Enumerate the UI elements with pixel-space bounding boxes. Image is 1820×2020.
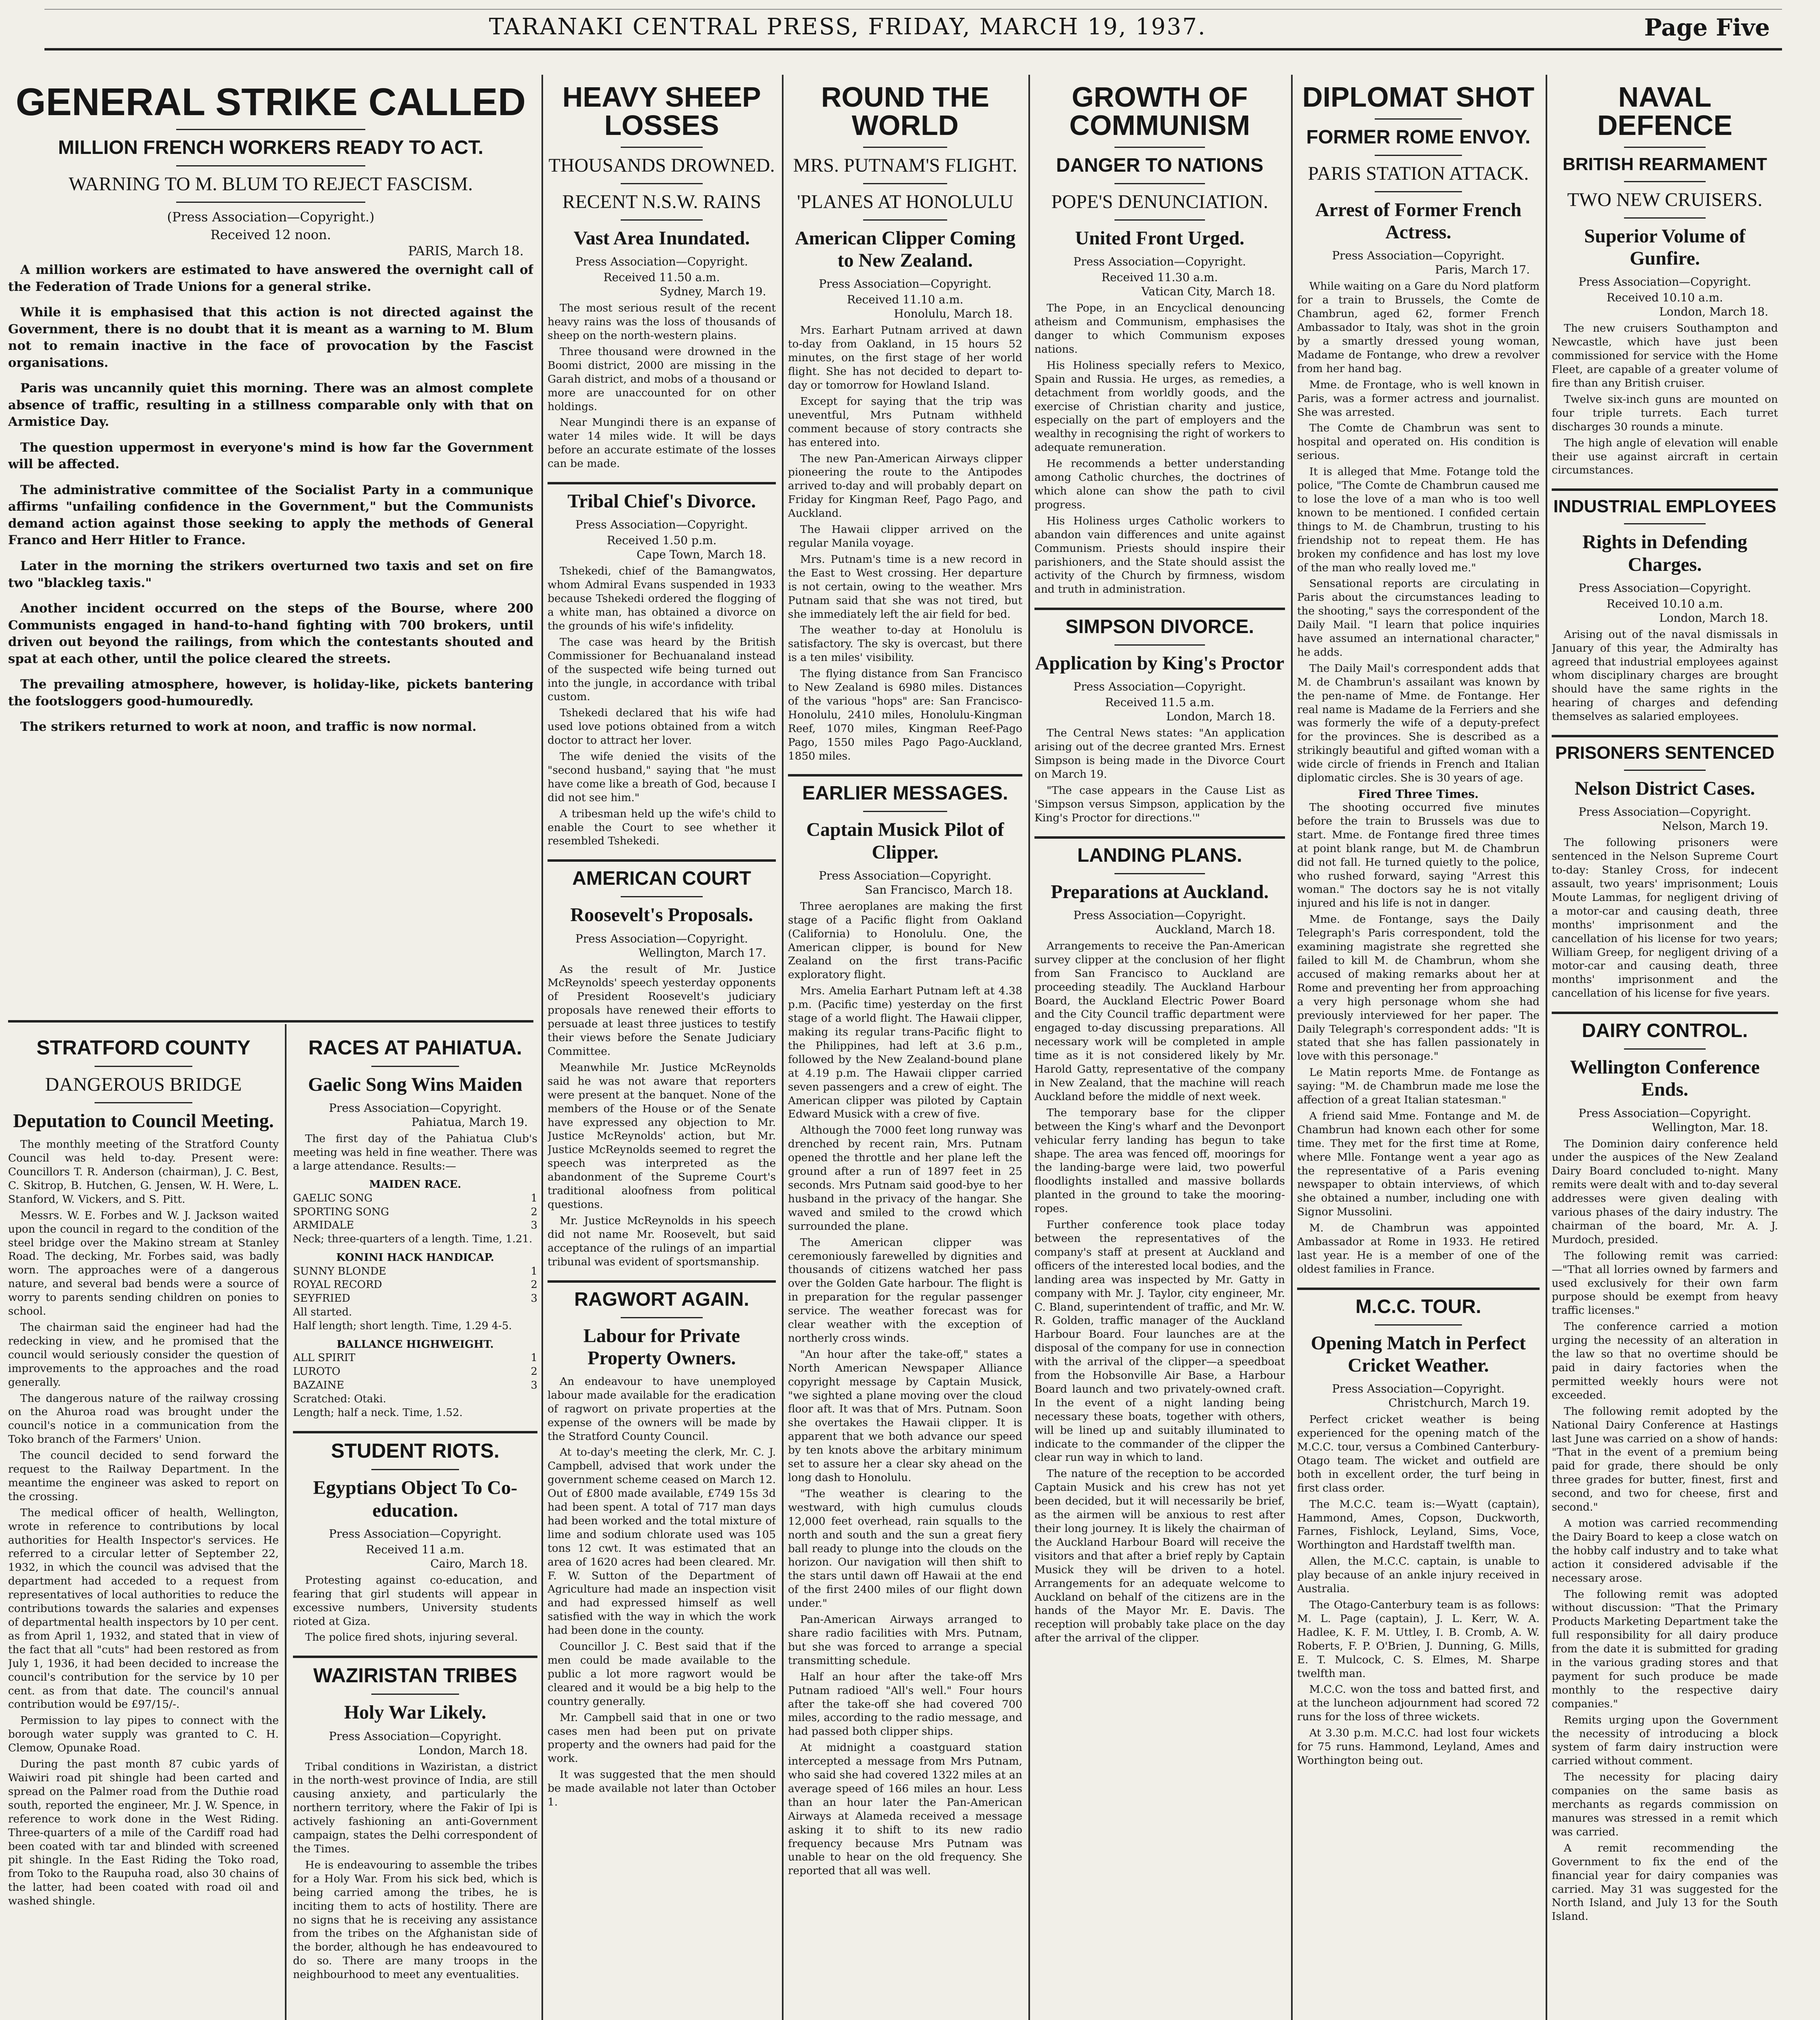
- paragraph: M. de Chambrun was appointed Ambassador at Rome in 1933. He retired last year. He is a member of one of the oldest families in France.: [1297, 1222, 1540, 1275]
- paragraph: The police fired shots, injuring several.: [305, 1631, 518, 1644]
- section-rule: [293, 1656, 537, 1658]
- article-body: [548, 963, 776, 1269]
- article-body: [293, 1760, 537, 1982]
- divider: [863, 811, 948, 812]
- paragraph: A million workers are estimated to have answered the overnight call of the Federation of Trade Unions for a general strike.: [8, 263, 533, 294]
- divider: [1114, 219, 1205, 221]
- received: Received 11.10 a.m.: [847, 293, 964, 307]
- divider: [95, 1102, 192, 1103]
- paragraph: The flying distance from San Francisco to New Zealand is 6980 miles. Distances of the various "hops" are: San Francisco-Honolulu, 2410 miles, Honolulu-Kingman Reef, 1070 miles, Kingman Reef-Pago Pago, 1550 miles Pago Pago-Auckland, 1850 miles.: [788, 667, 1022, 762]
- paragraph: A motion was carried recommending the Dairy Board to keep a close watch on the hobby calf industry and to take what action it considered advisable if the necessary arose.: [1552, 1517, 1778, 1584]
- divider: [1375, 155, 1462, 156]
- credit: Press Association—Copyright.: [329, 1729, 502, 1743]
- paragraph: M.C.C. won the toss and batted first, and at the luncheon adjournment had scored 72 runs for the loss of three wickets.: [1297, 1683, 1540, 1723]
- paragraph: The Comte de Chambrun was sent to hospital and operated on. His condition is serious.: [1297, 422, 1540, 462]
- paragraph: Pan-American Airways arranged to share radio facilities with Mrs. Putnam, but she was forced to arrange a special transmitting schedule.: [788, 1613, 1022, 1667]
- credit: Press Association—Copyright.: [575, 518, 748, 532]
- column-naval-industrial-prisoners-dairy: [1552, 75, 1778, 2020]
- section-rule: [1034, 836, 1285, 839]
- article-body: [548, 1375, 776, 1809]
- paragraph: The Otago-Canterbury team is as follows: M. L. Page (captain), J. L. Kerr, W. A. Hadlee, K. F. M. Uttley, I. B. Cromb, A. W. Roberts, F. P. O'Brien, J. Dunning, G. Mills, E. T. Mulcock, C. S. Elmes, M. Sharpe twelfth man.: [1297, 1598, 1540, 1680]
- paragraph: An endeavour to have unemployed labour made available for the eradication of ragwort on private properties at the expense of the owners will be made by the Stratford County Council.: [548, 1375, 776, 1443]
- result-note: All started.: [293, 1306, 352, 1319]
- subheadline: Wellington Conference Ends.: [1570, 1056, 1760, 1100]
- subheadline: Gaelic Song Wins Maiden: [308, 1074, 522, 1095]
- divider: [1114, 183, 1205, 184]
- subheadline: THOUSANDS DROWNED.: [548, 155, 775, 176]
- paragraph: At to-day's meeting the clerk, Mr. C. J. Campbell, advised that work under the government scheme ceased on March 12. Out of £800 made available, £749 15s 3d had been spent. A total of 717 man days had been worked and the total mixture of lime and sodium chlorate used was 105 tons 12 cwt. It was estimated that an area of 1620 acres had been cleared. Mr. F. W. Sutton of the Department of Agriculture had made an inspection visit and had expressed himself as well satisfied with the way in which the work had been done in the county.: [548, 1446, 776, 1637]
- article-stratford-county: [8, 1030, 279, 2020]
- paragraph: The nature of the reception to be accorded Captain Musick and his crew has not yet been decided, but it will necessarily be brief, as the airmen will be anxious to rest after their long journey. It is likely the chairman of the Auckland Harbour Board will receive the visitors and that after a brief reply by Captain Musick they will be driven to a hotel. Arrangements for an adequate welcome to Auckland on behalf of the citizens are in the hands of the Mayor Mr. E. Davis. The reception will probably take place on the day after the arrival of the clipper.: [1034, 1467, 1285, 1645]
- column-rule: [1028, 75, 1030, 2020]
- paragraph: At 3.30 p.m. M.C.C. had lost four wickets for 75 runs. Hammond, Leyland, Ames and Worthington being out.: [1297, 1727, 1540, 1767]
- masthead: [44, 9, 1782, 50]
- paragraph: His Holiness specially refers to Mexico, Spain and Russia. He urges, as remedies, a detachment from worldly goods, and the exercise of Christian charity and justice, especially on the part of employers and the wealthy in recognising the right of workers to adequate remuneration.: [1034, 359, 1285, 454]
- headline: M.C.C. TOUR.: [1355, 1296, 1481, 1317]
- divider: [621, 183, 703, 184]
- article-body: [1034, 301, 1285, 596]
- paragraph: The most serious result of the recent heavy rains was the loss of thousands of sheep on the north-western plains.: [548, 302, 776, 342]
- dateline: Auckland, March 18.: [1155, 922, 1275, 936]
- article-body: [1552, 628, 1778, 724]
- subheadline: WARNING TO M. BLUM TO REJECT FASCISM.: [68, 173, 473, 195]
- divider: [371, 1066, 459, 1067]
- dateline: Pahiatua, March 19.: [411, 1115, 528, 1129]
- headline: INDUSTRIAL EMPLOYEES: [1553, 497, 1776, 517]
- headline: NAVAL DEFENCE: [1597, 81, 1733, 141]
- article-body: [8, 262, 533, 736]
- article-body: [548, 564, 776, 848]
- dateline: London, March 18.: [1659, 305, 1768, 319]
- paragraph: "An hour after the take-off," states a North American Newspaper Alliance copyright message by Captain Musick, "we sighted a plane moving over the cloud floor aft. It was that of Mrs. Putnam. Soon she overtakes the Hawaii clipper. It is apparent that we both advance our speed by ten knots above the arbitary minimum set to assure her a clear sky ahead on the long dash to Honolulu.: [788, 1348, 1022, 1484]
- paragraph: Perfect cricket weather is being experienced for the opening match of the M.C.C. tour, versus a Combined Canterbury-Otago team. The wicket and outfield are both in excellent order, the turf being in first class order.: [1297, 1413, 1540, 1494]
- paragraph: A tribesman held up the wife's child to enable the Court to see whether it resembled Tshekedi.: [548, 807, 776, 848]
- paragraph: While waiting on a Gare du Nord platform for a train to Brussels, the Comte de Chambrun, aged 62, former French Ambassador to Italy, was shot in the groin by a smartly dressed young woman, Madame de Fontange, who drew a revolver from her hand bag.: [1297, 280, 1540, 375]
- received: Received 11.5 a.m.: [1105, 696, 1215, 709]
- headline: WAZIRISTAN TRIBES: [313, 1664, 517, 1687]
- paragraph: Mrs. Amelia Earhart Putnam left at 4.38 p.m. (Pacific time) yesterday on the first stage of a world flight. The Hawaii clipper, making its regular trans-Pacific flight to the Philippines, had left at 3.6 p.m., followed by the New Zealand-bound plane at 4.19 p.m. The Hawaii clipper carried seven passengers and a crew of eight. The American clipper was piloted by Captain Edward Musick with a crew of five.: [788, 985, 1022, 1121]
- subheadline: FORMER ROME ENVOY.: [1306, 126, 1531, 148]
- column-round-the-world: [788, 75, 1022, 2020]
- result-row: ROYAL RECORD 2: [293, 1279, 537, 1291]
- credit: Press Association—Copyright.: [1073, 908, 1246, 922]
- subsection-title: Fired Three Times.: [1358, 787, 1479, 801]
- received: Received 12 noon.: [210, 227, 331, 242]
- masthead-title: TARANAKI CENTRAL PRESS, FRIDAY, MARCH 19, 1937.: [489, 14, 1207, 40]
- column-rule: [782, 75, 784, 2020]
- credit: Press Association—Copyright.: [1073, 680, 1246, 694]
- paragraph: The monthly meeting of the Stratford County Council was held to-day. Present were: Councillors T. R. Anderson (chairman), J. C. Best, C. Skitrop, B. Hutchen, G. Jensen, W. H. Were, L. Stanford, W. Vickers, and S. Pitt.: [8, 1138, 279, 1206]
- paragraph: The Hawaii clipper arrived on the regular Manila voyage.: [788, 523, 1022, 549]
- paragraph: Further conference took place today between the representatives of the company's staff at present at Auckland and officers of the interested local bodies, and the landing area was inspected by Mr. Gatty in company with Mr. J. Taylor, city engineer, Mr. C. Bland, superintendent of traffic, and Mr. W. R. Golden, traffic manager of the Auckland Harbour Board. Four launches are at the disposal of the company for use in connection with the arrival of the clipper—a speedboat from the Hobsonville Air Base, a Harbour Board launch and two privately-owned craft. In the event of a night landing being necessary these boats, together with others, will be lined up and suitably illuminated to indicate to the commander of the clipper the clear run way in which to land.: [1034, 1218, 1285, 1464]
- credit: Press Association—Copyright.: [329, 1101, 502, 1115]
- credit: Press Association—Copyright.: [1578, 581, 1751, 595]
- section-rule: [1297, 1288, 1540, 1290]
- paragraph: Allen, the M.C.C. captain, is unable to play because of an ankle injury received in Australia.: [1297, 1555, 1540, 1595]
- page-number: Page Five: [1644, 14, 1770, 41]
- paragraph: Mr. Justice McReynolds in his speech did not name Mr. Roosevelt, but said acceptance of the rulings of an impartial tribunal was evident of sportsmanship.: [548, 1214, 776, 1268]
- headline: GENERAL STRIKE CALLED: [15, 80, 526, 124]
- section-rule: [8, 1020, 533, 1023]
- paragraph: During the past month 87 cubic yards of Waiwiri road pit shingle had been carted and spread on the Palmer road from the Duthie road south, reported the engineer, Mr. J. W. Spence, in reference to work done in the West Riding. Three-quarters of a mile of the Cardiff road had been coated with tar and blinded with screened pit shingle. In the East Riding the Toko road, from Toko to the Raupuha road, also 30 chains of the latter, had been coated with road oil and washed shingle.: [8, 1758, 279, 1908]
- section-rule: [1552, 1012, 1778, 1014]
- divider: [1624, 147, 1706, 148]
- paragraph: "The weather is clearing to the westward, with high cumulus clouds 12,000 feet overhead, rain squalls to the north and south and the sun a great fiery ball ready to plunge into the clouds on the horizon. Our navigation will then shift to the stars until dawn off Hawaii at the end of the first 2400 miles of our flight down under.": [788, 1487, 1022, 1610]
- paragraph: The American clipper was ceremoniously farewelled by dignities and thousands of citizens watched her pass over the Golden Gate harbour. The flight is in preparation for the regular passenger service. The weather forecast was for clear weather with the exception of northerly cross winds.: [788, 1236, 1022, 1345]
- dateline: London, March 18.: [1659, 611, 1768, 625]
- result-row: ARMIDALE 3: [293, 1219, 537, 1232]
- divider: [863, 147, 948, 148]
- section-rule: [548, 1280, 776, 1283]
- paragraph: The question uppermost in everyone's mind is how far the Government will be affected.: [8, 440, 533, 472]
- paragraph: The Daily Mail's correspondent adds that M. de Chambrun's assailant was known by the pen-name of Mme. de Fontange. Her real name is Madame de la Ferriers and she was formerly the wife of a deputy-prefect for the provinces. She is described as a strikingly beautiful and gifted woman with a wide circle of friends in French and Italian diplomatic circles. She is 30 years of age.: [1297, 662, 1540, 785]
- subheadline: BRITISH REARMAMENT: [1563, 154, 1767, 174]
- paragraph: At midnight a coastguard station intercepted a message from Mrs Putnam, who said she had covered 1322 miles at an average speed of 166 miles an hour. Less than an hour later the Pan-American Airways at Alameda received a message asking it to shift to its new radio frequency because Mrs Putnam was unable to hear on the old frequency. She reported that all was well.: [788, 1741, 1022, 1877]
- column-diplomat-mcc: [1297, 75, 1540, 2020]
- subheadline: Labour for Private Property Owners.: [583, 1325, 740, 1369]
- headline: RAGWORT AGAIN.: [574, 1288, 749, 1310]
- paragraph: The Central News states: "An application arising out of the decree granted Mrs. Ernest Simpson is being made in the Divorce Court on March 19.: [1034, 727, 1285, 781]
- dateline: Wellington, March 17.: [638, 946, 766, 960]
- paragraph: The dangerous nature of the railway crossing on the Ahuroa road was brought under the council's notice in a communication from the Toko branch of the Farmers' Union.: [8, 1392, 279, 1446]
- dateline: Nelson, March 19.: [1662, 819, 1768, 833]
- paragraph: Tshekedi declared that his wife had used love potions obtained from a witch doctor to attract her lover.: [548, 707, 776, 747]
- divider: [1624, 217, 1706, 219]
- received: Received 10.10 a.m.: [1606, 291, 1723, 305]
- race-name: BALLANCE HIGHWEIGHT.: [337, 1338, 494, 1351]
- divider: [95, 1066, 192, 1067]
- paragraph: Messrs. W. E. Forbes and W. J. Jackson waited upon the council in regard to the condition of the steel bridge over the Makino stream at Stanley Road. The decking, Mr. Forbes said, was badly worn. The approaches were of a dangerous nature, and several bad bends were a source of worry to parents sending children on ponies to school.: [8, 1209, 279, 1318]
- column-sheep-divorce-court-ragwort: [548, 75, 776, 2020]
- result-note: Length; half a neck. Time, 1.52.: [293, 1406, 463, 1419]
- headline: LANDING PLANS.: [1077, 844, 1242, 866]
- paragraph: The council decided to send forward the request to the Railway Department. In the meantime the engineer was asked to report on the crossing.: [8, 1449, 279, 1503]
- divider: [621, 896, 703, 897]
- paragraph: Half an hour after the take-off Mrs Putnam radioed "All's well." Four hours after the take-off she had covered 700 miles, according to the radio message, and had passed both clipper ships.: [788, 1670, 1022, 1738]
- divider: [621, 147, 703, 148]
- article-body: [1552, 322, 1778, 477]
- result-row: GAELIC SONG 1: [293, 1192, 537, 1204]
- credit: Press Association—Copyright.: [1332, 1382, 1505, 1396]
- paragraph: A remit recommending the Government to fix the end of the financial year for dairy companies was carried. May 31 was suggested for the North Island, and July 13 for the South Island.: [1552, 1841, 1778, 1923]
- article-body: [548, 301, 776, 471]
- paragraph: The necessity for placing dairy companies on the same basis as merchants as regards commission on manures was stressed in a remit which was carried.: [1552, 1771, 1778, 1838]
- paragraph: The first day of the Pahiatua Club's meeting was held in fine weather. There was a large attendance. Results:—: [293, 1132, 537, 1172]
- column-rule: [541, 75, 543, 2020]
- headline: EARLIER MESSAGES.: [802, 783, 1008, 804]
- paragraph: Paris was uncannily quiet this morning. There was an almost complete absence of traffic, resulting in a stillness comparable only with that on Armistice Day.: [8, 381, 533, 429]
- paragraph: Tribal conditions in Waziristan, a district in the north-west province of India, are still causing anxiety, and particularly the northern territory, where the Fakir of Ipi is actively fashioning an anti-Government campaign, states the Delhi correspondent of the Times.: [293, 1760, 537, 1855]
- section-rule: [1552, 488, 1778, 491]
- dateline: London, March 18.: [419, 1743, 528, 1757]
- divider: [1624, 770, 1706, 771]
- divider: [371, 1694, 459, 1695]
- subheadline: Vast Area Inundated.: [573, 227, 750, 249]
- dateline: Paris, March 17.: [1435, 263, 1530, 277]
- credit: (Press Association—Copyright.): [167, 209, 375, 225]
- paragraph: Mme. de Fontange, says the Daily Telegraph's Paris correspondent, told the examining magistrate she regretted she failed to kill M. de Chambrun, whom she accused of making remarks about her at Rome and preventing her from approaching a very high personage whom she had previously interviewed for her paper. The Daily Telegraph's correspondent adds: "It is stated that she has fallen passionately in love with this personage.": [1297, 913, 1540, 1063]
- paragraph: Three aeroplanes are making the first stage of a Pacific flight from Oakland (California) to Honolulu. One, the American clipper, is bound for New Zealand on the first trans-Pacific exploratory flight.: [788, 900, 1022, 981]
- headline: STRATFORD COUNTY: [36, 1036, 251, 1059]
- subheadline: Rights in Defending Charges.: [1582, 531, 1748, 575]
- paragraph: The following remit was carried:—"That all lorries owned by farmers and used exclusively for their own farm purpose should be exempt from heavy traffic licenses.": [1552, 1249, 1778, 1317]
- credit: Press Association—Copyright.: [1578, 275, 1751, 289]
- article-body: [8, 1138, 279, 1908]
- paragraph: As the result of Mr. Justice McReynolds' speech yesterday opponents of President Roosevelt's judiciary proposals have renewed their efforts to persuade at least three justices to testify their views before the Senate Judiciary Committee.: [548, 963, 776, 1058]
- divider: [1375, 191, 1462, 192]
- divider: [371, 1469, 459, 1470]
- column-races-riots-waziristan: [293, 1030, 537, 2020]
- paragraph: Arising out of the naval dismissals in January of this year, the Admiralty has agreed that industrial employees against whom disciplinary charges are brought should have the same rights in the hearing of charges and defending themselves as salaried employees.: [1552, 628, 1778, 723]
- credit: Press Association—Copyright.: [1332, 249, 1505, 263]
- subheadline: MRS. PUTNAM'S FLIGHT.: [793, 155, 1017, 176]
- paragraph: Except for saying that the trip was uneventful, Mrs Putnam withheld comment because of story contracts she has entered into.: [788, 395, 1022, 449]
- article-body: [1552, 1137, 1778, 1924]
- result-row: LUROTO 2: [293, 1366, 537, 1378]
- article-body: [1034, 939, 1285, 1645]
- section-rule: [1034, 608, 1285, 610]
- paragraph: The weather to-day at Honolulu is satisfactory. The sky is overcast, but there is a ten miles' visibility.: [788, 624, 1022, 664]
- divider: [1114, 873, 1205, 874]
- dateline: Honolulu, March 18.: [894, 307, 1013, 321]
- subheadline: POPE'S DENUNCIATION.: [1051, 191, 1268, 213]
- subheadline: Roosevelt's Proposals.: [570, 904, 753, 926]
- section-rule: [293, 1431, 537, 1433]
- subheadline: Nelson District Cases.: [1574, 778, 1755, 800]
- article-body: [293, 1132, 537, 1173]
- dateline: PARIS, March 18.: [408, 243, 524, 259]
- paragraph: The temporary base for the clipper between the King's wharf and the Devonport vehicular ferry landing has begun to take shape. The area was fenced off, moorings for the landing-barge were laid, two powerful floodlights installed and massive bollards planted in the ground to take the mooring-ropes.: [1034, 1106, 1285, 1215]
- divider: [1624, 523, 1706, 524]
- paragraph: Later in the morning the strikers overturned two taxis and set on fire two "blackleg taxis.": [8, 558, 533, 590]
- column-rule: [1291, 75, 1293, 2020]
- divider: [176, 165, 365, 166]
- paragraph: The chairman said the engineer had had the redecking in view, and he promised that the council would seriously consider the question of improvements to the approaches and the road generally.: [8, 1321, 279, 1389]
- subheadline: Holy War Likely.: [344, 1702, 487, 1723]
- received: Received 10.10 a.m.: [1606, 597, 1723, 610]
- dateline: Vatican City, March 18.: [1141, 285, 1275, 299]
- paragraph: The Pope, in an Encyclical denouncing atheism and Communism, emphasises the danger to which Communism exposes nations.: [1034, 302, 1285, 356]
- result-row: BAZAINE 3: [293, 1379, 537, 1392]
- headline: GROWTH OF COMMUNISM: [1069, 81, 1250, 141]
- paragraph: Mme. de Frontage, who is well known in Paris, was a former actress and journalist. She was arrested.: [1297, 378, 1540, 419]
- paragraph: He is endeavouring to assemble the tribes for a Holy War. From his sick bed, which is being carried among the tribes, he is inciting them to acts of hostility. There are no signs that he is receiving any assistance from the tribes on the Afghanistan side of the border, although he has endeavoured to do so. There are many troops in the neighbourhood to meet any eventualities.: [293, 1858, 537, 1981]
- article-general-strike: [8, 75, 533, 1020]
- subheadline: Superior Volume of Gunfire.: [1584, 225, 1746, 269]
- section-rule: [548, 482, 776, 484]
- paragraph: The Dominion dairy conference held under the auspices of the New Zealand Dairy Board concluded to-night. Many remits were dealt with and to-day several addresses were given dealing with various phases of the dairy industry. The chairman of the board, Mr. A. J. Murdoch, presided.: [1552, 1137, 1778, 1246]
- paragraph: Mr. Campbell said that in one or two cases men had been put on private property and the owners had paid for the work.: [548, 1711, 776, 1765]
- result-row: ALL SPIRIT 1: [293, 1352, 537, 1364]
- paragraph: It is alleged that Mme. Fotange told the police, "The Comte de Chambrun caused me to lose the love of a man who is too well known to be mentioned. I confided certain things to M. de Chambrun, trusting to his friendship not to repeat them. He has broken my confidence and has lost my love of the man who really loved me.": [1297, 465, 1540, 574]
- subheadline: 'PLANES AT HONOLULU: [797, 191, 1013, 213]
- paragraph: Mrs. Earhart Putnam arrived at dawn to-day from Oakland, in 15 hours 52 minutes, on the first stage of her world flight. She has not decided to depart to-day or tomorrow for Howland Island.: [788, 324, 1022, 391]
- subheadline: DANGEROUS BRIDGE: [45, 1074, 242, 1095]
- section-rule: [1552, 735, 1778, 737]
- divider: [176, 129, 365, 130]
- received: Received 1.50 p.m.: [607, 534, 717, 547]
- headline: PRISONERS SENTENCED: [1555, 743, 1775, 763]
- subheadline: United Front Urged.: [1075, 227, 1245, 249]
- subheadline: RECENT N.S.W. RAINS: [562, 191, 761, 213]
- paragraph: Although the 7000 feet long runway was drenched by recent rain, Mrs. Putnam opened the throttle and her plane left the ground after a run of 1897 feet in 25 seconds. Mrs Putnam said good-bye to her husband in the privacy of the hangar. She waved and smiled to the crowd which surrounded the plane.: [788, 1124, 1022, 1233]
- headline: HEAVY SHEEP LOSSES: [562, 81, 761, 141]
- article-body: [1297, 1413, 1540, 1768]
- paragraph: The case was heard by the British Commissioner for Bechuanaland instead of the suspected wife being turned out into the jungle, in accordance with tribal custom.: [548, 635, 776, 703]
- result-row: SPORTING SONG 2: [293, 1206, 537, 1218]
- paragraph: Near Mungindi there is an expanse of water 14 miles wide. It will be days before an accurate estimate of the losses can be made.: [548, 416, 776, 470]
- dateline: San Francisco, March 18.: [865, 883, 1013, 896]
- paragraph: The new Pan-American Airways clipper pioneering the route to the Antipodes arrived to-day and will probably depart on Friday for Kingman Reef, Pago Pago, and Auckland.: [788, 452, 1022, 520]
- paragraph: Protesting against co-education, and fearing that girl students will appear in excessive numbers, University students rioted at Giza.: [293, 1574, 537, 1628]
- paragraph: Councillor J. C. Best said that if the men could be made available to the public a lot more ragwort would be cleared and it would be a big help to the country generally.: [548, 1640, 776, 1708]
- credit: Press Association—Copyright.: [1073, 255, 1246, 269]
- divider: [621, 1317, 703, 1318]
- subheadline: Application by King's Proctor: [1035, 652, 1285, 674]
- paragraph: The medical officer of health, Wellington, wrote in reference to contributions by local authorities for Health Inspector's services. He referred to a circular letter of September 22, 1932, in which the council was advised that the department had acceded to a request from representatives of local authorities to reduce the contributions towards the salaries and expenses of departmental health inspectors by 10 per cent. as from April 1, 1932, and stated that in view of the fact that all "cuts" had been restored as from July 1, 1936, it had been decided to increase the council's contribution for the service by 10 per cent. as from that date. The council's annual contribution would be £97/15/-.: [8, 1506, 279, 1711]
- paragraph: The conference carried a motion urging the necessity of an alteration in the law so that no overtime should be paid in dairy factories when the permitted weekly hours were not exceeded.: [1552, 1320, 1778, 1401]
- divider: [1375, 118, 1462, 120]
- paragraph: Another incident occurred on the steps of the Bourse, where 200 Communists engaged in hand-to-hand fighting with 700 brokers, until driven out beyond the railings, from which the contestants shouted and spat at each other, until the police cleared the streets.: [8, 601, 533, 666]
- article-body: [1297, 280, 1540, 785]
- paragraph: The prevailing atmosphere, however, is holiday-like, pickets bantering the footsloggers good-humouredly.: [8, 677, 533, 709]
- paragraph: The new cruisers Southampton and Newcastle, which have just been commissioned for service with the Home Fleet, are capable of a greater volume of fire than any British cruiser.: [1552, 322, 1778, 389]
- result-row: SEYFRIED 3: [293, 1292, 537, 1305]
- headline: DAIRY CONTROL.: [1582, 1020, 1748, 1042]
- paragraph: Sensational reports are circulating in Paris about the circumstances leading to the shooting," says the correspondent of the Daily Mail. "I learn that police inquiries have assumed an international character," he adds.: [1297, 577, 1540, 659]
- paragraph: Three thousand were drowned in the Boomi district, 2000 are missing in the Garah district, and mobs of a thousand or more are unaccounted for on other holdings.: [548, 345, 776, 413]
- subheadline: American Clipper Coming to New Zealand.: [795, 227, 1015, 271]
- paragraph: The high angle of elevation will enable their use against aircraft in certain circumstances.: [1552, 436, 1778, 477]
- paragraph: "The case appears in the Cause List as 'Simpson versus Simpson, application by the King's Proctor for directions.'": [1034, 784, 1285, 824]
- article-body: [1297, 801, 1540, 1276]
- article-body: [293, 1574, 537, 1645]
- divider: [863, 219, 948, 221]
- dateline: Christchurch, March 19.: [1388, 1396, 1530, 1410]
- paragraph: He recommends a better understanding among Catholic churches, the doctrines of which alone can show the path to civil progress.: [1034, 457, 1285, 511]
- received: Received 11 a.m.: [366, 1542, 465, 1556]
- subheadline: PARIS STATION ATTACK.: [1308, 163, 1529, 184]
- paragraph: Mrs. Putnam's time is a new record in the East to West crossing. Her departure is not certain, owing to the weather. Mrs Putnam said that she was not tired, but she immediately left the air field for bed.: [788, 553, 1022, 621]
- paragraph: The M.C.C. team is:—Wyatt (captain), Hammond, Ames, Copson, Duckworth, Farnes, Fishlock, Leyland, Sims, Voce, Worthington and Hardstaff twelfth man.: [1297, 1498, 1540, 1552]
- paragraph: The following remit was adopted without discussion: "That the Primary Products Marketing Department take the full responsibility for all dairy produce from the date it is submitted for grading in the various grading stores and that payment for such produce be made monthly to the respective dairy companies.": [1552, 1588, 1778, 1710]
- subheadline: Opening Match in Perfect Cricket Weather.: [1311, 1332, 1526, 1376]
- divider: [1624, 181, 1706, 182]
- article-body: [1034, 726, 1285, 825]
- received: Received 11.30 a.m.: [1101, 271, 1218, 284]
- subheadline: Deputation to Council Meeting.: [13, 1110, 274, 1132]
- credit: Press Association—Copyright.: [1578, 1106, 1751, 1120]
- headline: Tribal Chief's Divorce.: [567, 490, 756, 512]
- paragraph: The following remit adopted by the National Dairy Conference at Hastings last June was carried on a show of hands: "That in the event of a premium being paid for grade, there should be only three grades for butter, finest, first and second, and two for cheese, first and second.": [1552, 1405, 1778, 1514]
- paragraph: It was suggested that the men should be made available not later than October 1.: [548, 1768, 776, 1809]
- result-note: Scratched: Otaki.: [293, 1393, 386, 1405]
- paragraph: Permission to lay pipes to connect with the borough water supply was granted to C. H. Clemow, Opunake Road.: [8, 1714, 279, 1755]
- divider: [1114, 644, 1205, 646]
- subheadline: TWO NEW CRUISERS.: [1567, 189, 1763, 210]
- subheadline: Egyptians Object To Co-education.: [313, 1477, 518, 1521]
- paragraph: Arrangements to receive the Pan-American survey clipper at the conclusion of her flight from San Francisco to Auckland are proceeding steadily. The Auckland Harbour Board, the Auckland Electric Power Board and the City Council traffic department were engaged to-day discussing preparations. All necessary work will be completed in ample time as it is not considered likely by Mr. Harold Gatty, representative of the company in New Zealand, that the machine will reach Auckland before the middle of next week.: [1034, 939, 1285, 1103]
- article-body: [1552, 836, 1778, 1000]
- result-note: Neck; three-quarters of a length. Time, 1.21.: [293, 1233, 533, 1246]
- headline: AMERICAN COURT: [572, 868, 751, 890]
- result-row: SUNNY BLONDE 1: [293, 1265, 537, 1277]
- article-body: [788, 900, 1022, 1878]
- paragraph: A friend said Mme. Fontange and M. de Chambrun had known each other for some time. They met for the first time at Rome, where Mlle. Fontange went a year ago as the representative of a Paris evening newspaper to obtain interviews, of which she obtained a number, including one with Signor Mussolini.: [1297, 1109, 1540, 1218]
- paragraph: The wife denied the visits of the "second husband," saying that "he must have come like a breath of God, because I did not see him.": [548, 750, 776, 804]
- credit: Press Association—Copyright.: [819, 869, 992, 882]
- divider: [863, 183, 948, 184]
- dateline: Wellington, Mar. 18.: [1652, 1120, 1768, 1134]
- divider: [621, 219, 703, 221]
- race-name: KONINI HACK HANDICAP.: [336, 1251, 494, 1264]
- divider: [1375, 1324, 1462, 1326]
- headline: DIPLOMAT SHOT: [1302, 81, 1535, 113]
- divider: [1114, 147, 1205, 148]
- headline: STUDENT RIOTS.: [331, 1439, 499, 1462]
- column-rule: [1546, 75, 1547, 2020]
- paragraph: The strikers returned to work at noon, and traffic is now normal.: [20, 720, 477, 734]
- article-body: [788, 324, 1022, 763]
- column-communism-simpson-landing: [1034, 75, 1285, 2020]
- paragraph: Meanwhile Mr. Justice McReynolds said he was not aware that reporters were present at the banquet. None of the members of the House or of the Senate have expressed any objection to Mr. Justice McReynolds' action, but Mr. Justice McReynolds seemed to regret the speech was interpreted as the abandonment of the Supreme Court's traditional aloofness from political questions.: [548, 1061, 776, 1211]
- column-rule: [285, 1024, 286, 2020]
- headline: RACES AT PAHIATUA.: [308, 1036, 522, 1059]
- paragraph: Tshekedi, chief of the Bamangwatos, whom Admiral Evans suspended in 1933 because Tshekedi ordered the flogging of a white man, has obtained a divorce on the grounds of his wife's infidelity.: [548, 565, 776, 632]
- subheadline: Arrest of Former French Actress.: [1315, 199, 1522, 243]
- credit: Press Association—Copyright.: [575, 932, 748, 945]
- section-rule: [548, 859, 776, 862]
- credit: Press Association—Copyright.: [819, 277, 992, 291]
- result-note: Half length; short length. Time, 1.29 4-5.: [293, 1319, 512, 1332]
- race-results: [293, 1178, 537, 1420]
- paragraph: Le Matin reports Mme. de Fontange as saying: "M. de Chambrun made me lose the affection of a great Italian statesman.": [1297, 1066, 1540, 1107]
- credit: Press Association—Copyright.: [329, 1527, 502, 1540]
- headline: ROUND THE WORLD: [821, 81, 990, 141]
- subheadline: Captain Musick Pilot of Clipper.: [806, 819, 1004, 863]
- dateline: Sydney, March 19.: [659, 285, 766, 299]
- dateline: Cape Town, March 18.: [636, 548, 766, 562]
- received: Received 11.50 a.m.: [603, 271, 720, 284]
- headline: SIMPSON DIVORCE.: [1065, 616, 1254, 638]
- paragraph: Twelve six-inch guns are mounted on four triple turrets. Each turret discharges 30 rounds a minute.: [1552, 393, 1778, 433]
- divider: [176, 202, 365, 203]
- paragraph: The shooting occurred five minutes before the train to Brussels was due to start. Mme. de Fontange fired three times at point blank range, but M. de Chambrun did not fall. He turned quietly to the police, who rushed forward, saying "Arrest this woman." The doctors say he is not vitally injured and his life is not in danger.: [1297, 801, 1540, 910]
- paragraph: While it is emphasised that this action is not directed against the Government, there is no doubt that it is meant as a warning to M. Blum not to remain inactive in the face of provocation by the Fascist organisations.: [8, 305, 533, 370]
- subheadline: MILLION FRENCH WORKERS READY TO ACT.: [58, 137, 484, 158]
- race-name: MAIDEN RACE.: [369, 1178, 461, 1191]
- paragraph: The following prisoners were sentenced in the Nelson Supreme Court to-day: Stanley Cross, for indecent assault, two years' imprisonment; Louis Moute Lammas, for negligent driving of a motor-car and causing death, three months' imprisonment and the cancellation of his license for two years; William Greep, for negligent driving of a motor-car and causing death, three months' imprisonment and the cancellation of his license for five years.: [1552, 836, 1778, 1000]
- paragraph: The administrative committee of the Socialist Party in a communique affirms "unfailing confidence in the Government," but the Communists demand action against those seeking to apply the methods of General Franco and Herr Hitler to France.: [8, 482, 533, 548]
- paragraph: His Holiness urges Catholic workers to abandon vain differences and unite against Communism. Priests should inspire their parishioners, and the State should assist the activity of the Church by firmness, wisdom and truth in administration.: [1034, 514, 1285, 596]
- subheadline: Preparations at Auckland.: [1051, 881, 1269, 903]
- section-rule: [788, 774, 1022, 776]
- dateline: Cairo, March 18.: [430, 1557, 528, 1570]
- credit: Press Association—Copyright.: [575, 255, 748, 269]
- credit: Press Association—Copyright.: [1578, 805, 1751, 819]
- subheadline: DANGER TO NATIONS: [1056, 155, 1264, 176]
- paragraph: Remits urging upon the Government the necessity of introducing a block system of farm dairy instruction were carried without comment.: [1552, 1713, 1778, 1768]
- divider: [1624, 1048, 1706, 1050]
- dateline: London, March 18.: [1166, 710, 1275, 724]
